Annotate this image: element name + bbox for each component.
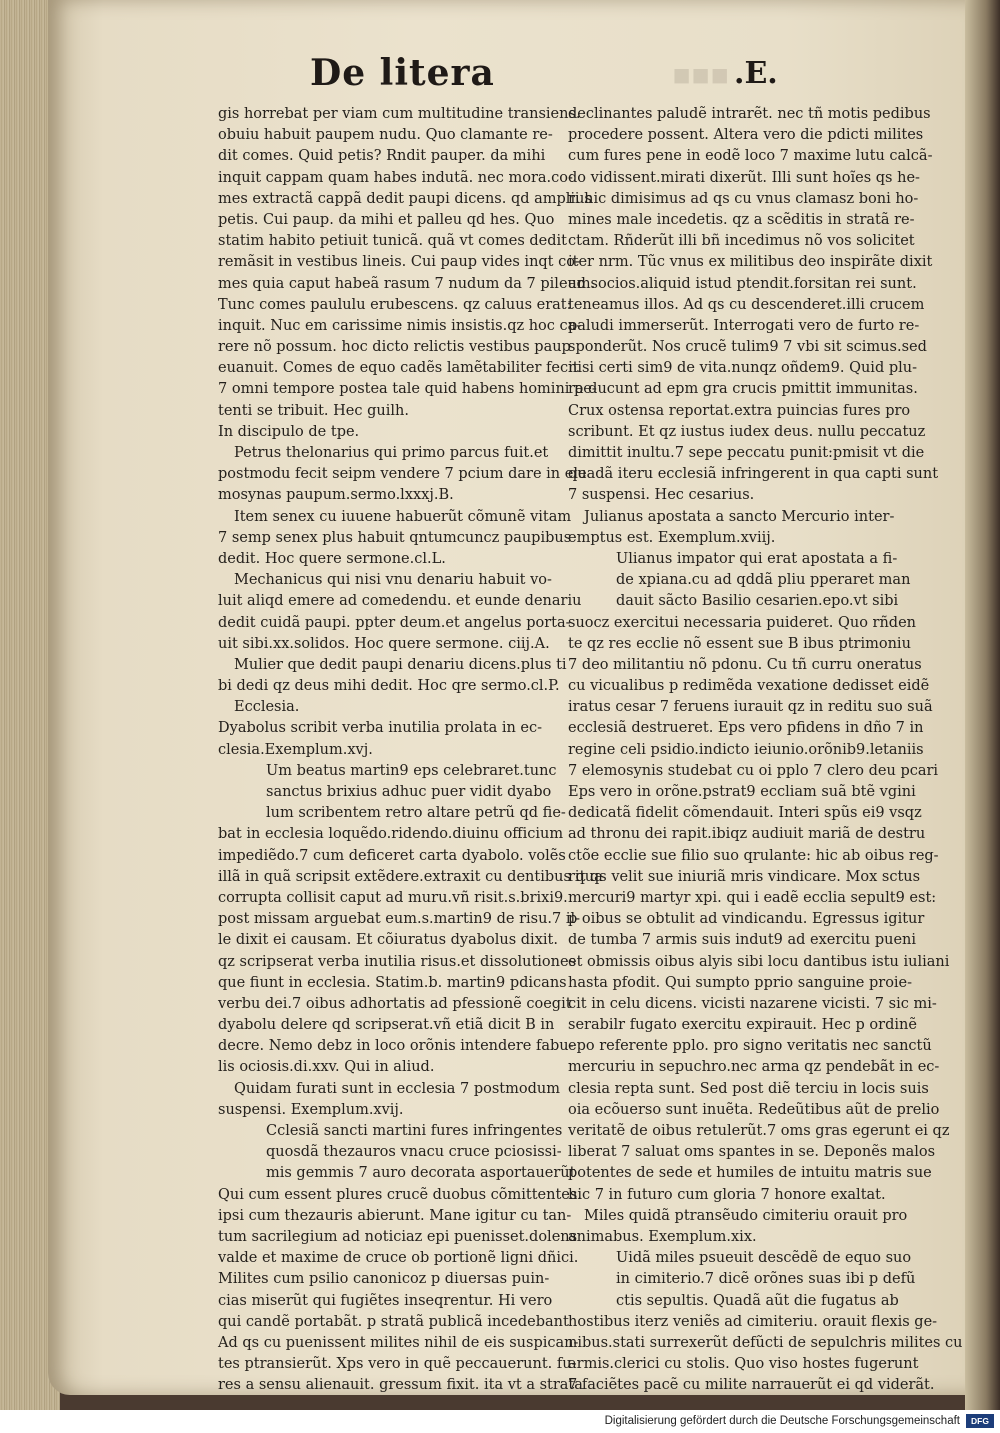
text-line: dyabolu delere qd scripserat.vñ etiã dicit B in	[218, 1017, 555, 1034]
text-line: Julianus apostata a sancto Mercurio inter-	[584, 508, 895, 525]
text-line: Uidã miles psueuit descẽdẽ de equo suo	[616, 1250, 912, 1267]
dfg-logo: DFG	[966, 1414, 994, 1428]
text-line: Item senex cu iuuene habuerũt cõmunẽ vitam	[234, 508, 572, 525]
text-line: et obmissis oibus alyis sibi locu dantibus istu iuliani	[568, 953, 950, 970]
text-line: hasta pfodit. Qui sumpto pprio sanguine proie-	[568, 974, 913, 991]
text-line: inquit. Nuc em carissime nimis insistis.qz hoc ca-	[218, 317, 582, 334]
text-line: obuiu habuit paupem nudu. Quo clamante re-	[218, 127, 553, 144]
text-line: ra ducunt ad epm gra crucis pmittit immunitas.	[568, 381, 918, 398]
text-line: petis. Cui paup. da mihi et palleu qd hes. Quo	[218, 211, 555, 228]
text-line: res a sensu alienauit. gressum fixit. ita vt a strata	[218, 1377, 583, 1394]
funding-note: Digitalisierung gefördert durch die Deutsche Forschungsgemeinschaft	[604, 1415, 960, 1427]
text-line: nisi certi sim9 de vita.nunqz oñdem9. Quid plu-	[568, 360, 917, 377]
text-line: liberat 7 saluat oms spantes in se. Deponẽs malos	[568, 1144, 936, 1161]
text-line: de tumba 7 armis suis indut9 ad exercitu pueni	[568, 932, 917, 949]
text-line: Milites cum psilio canonicoz p diuersas puin-	[218, 1271, 550, 1288]
text-line: sponderũt. Nos crucẽ tulim9 7 vbi sit scimus.sed	[568, 339, 927, 356]
text-line: paludi immerserũt. Interrogati vero de furto re-	[568, 317, 920, 334]
text-line: declinantes paludẽ intrarẽt. nec tñ motis pedibus	[568, 106, 931, 122]
text-line: Quidam furati sunt in ecclesia 7 postmodum	[234, 1080, 560, 1097]
text-line: mercuriu in sepuchro.nec arma qz pendebãt in ec-	[568, 1059, 940, 1076]
text-line: valde et maxime de cruce ob portionẽ ligni dñici.	[218, 1250, 579, 1267]
text-line: Ecclesia.	[234, 699, 300, 716]
text-line: cit in celu dicens. vicisti nazarene vicisti. 7 sic mi-	[568, 995, 937, 1012]
text-line: cum fures pene in eodẽ loco 7 maxime lutu calcã-	[568, 148, 933, 165]
text-line: serabilr fugato exercitu expirauit. Hec p ordinẽ	[568, 1017, 917, 1034]
text-line: 7 faciẽtes pacẽ cu milite narrauerũt ei qd viderãt.	[568, 1377, 935, 1394]
text-line: oia ecõuerso sunt inuẽta. Redeũtibus aũt de prelio	[568, 1101, 940, 1118]
text-line: luit aliqd emere ad comedendu. et eunde denariu	[218, 593, 582, 610]
text-line: armis.clerici cu stolis. Quo viso hostes fugerunt	[568, 1356, 919, 1373]
text-line: cu vicualibus p redimẽda vexatione dedisset eidẽ	[568, 678, 930, 695]
text-line: hostibus iterz veniẽs ad cimiteriu. orauit flexis ge-	[568, 1313, 938, 1330]
text-line: dimittit inultu.7 sepe peccatu punit:pmisit vt die	[568, 445, 925, 461]
text-line: Eps vero in orõne.pstrat9 eccliam suã btẽ vgini	[568, 784, 916, 800]
text-line: de xpiana.cu ad qddã pliu pperaret man	[616, 572, 911, 589]
text-line: mosynas paupum.sermo.lxxxj.B.	[218, 487, 454, 504]
text-line: suspensi. Exemplum.xvij.	[218, 1101, 404, 1118]
text-line: hic 7 in futuro cum gloria 7 honore exaltat.	[568, 1186, 886, 1203]
text-line: ecclesiã destrueret. Eps vero pfidens in dño 7 in	[568, 720, 924, 737]
text-line: dauit sãcto Basilio cesarien.epo.vt sibi	[616, 593, 899, 610]
text-line: ad thronu dei rapit.ibiqz audiuit mariã de destru	[568, 826, 926, 843]
text-line: Dyabolus scribit verba inutilia prolata in ec-	[218, 720, 543, 737]
text-line: Mulier que dedit paupi denariu dicens.plus ti	[234, 656, 567, 673]
text-line: verbu dei.7 oibus adhortatis ad pfessionẽ coegit	[218, 995, 572, 1012]
text-line: mes quia caput habeã rasum 7 nudum da 7 pileum.	[218, 275, 596, 292]
text-line: inquit cappam quam habes indutã. nec mora.co-	[218, 169, 573, 186]
text-line: ipsi cum thezauris abierunt. Mane igitur cu tan-	[218, 1207, 572, 1224]
text-line: euanuit. Comes de equo cadẽs lamẽtabiliter fecit	[218, 360, 579, 377]
text-line: qui candẽ portabãt. p stratã publicã incedebant	[218, 1313, 569, 1330]
text-line: nibus.stati surrexerũt defũcti de sepulchris milites cu	[568, 1334, 963, 1351]
text-line: cias miserũt qui fugiẽtes inseqrentur. Hi vero	[218, 1292, 553, 1309]
text-line: decre. Nemo debz in loco orõnis intendere fabu-	[218, 1038, 574, 1055]
footer-bar	[0, 1410, 1000, 1433]
text-line: suocz exercitui necessaria puideret. Quo rñden	[568, 614, 917, 631]
text-line: qz scripserat verba inutilia risus.et dissolutiones	[218, 953, 577, 970]
text-line: ctam. Rñderũt illi bñ incedimus nõ vos solicitet	[568, 233, 915, 250]
text-line: iter nrm. Tũc vnus ex militibus deo inspirãte dixit	[568, 254, 933, 271]
text-line: bi dedi qz deus mihi dedit. Hoc qre sermo.cl.P.	[218, 678, 560, 695]
text-line: Tunc comes paululu erubescens. qz caluus erat:	[218, 296, 572, 313]
text-line: animabus. Exemplum.xix.	[568, 1228, 757, 1245]
text-line: Petrus thelonarius qui primo parcus fuit.et	[234, 445, 549, 461]
text-line: mercuri9 martyr xpi. qui i eadẽ ecclia sepult9 est:	[568, 889, 937, 906]
text-line: Mechanicus qui nisi vnu denariu habuit vo-	[234, 572, 552, 589]
text-line: tes ptransierũt. Xps vero in quẽ peccauerunt. fu-	[218, 1356, 577, 1373]
text-line: potentes de sede et humiles de intuitu matris sue	[568, 1165, 932, 1182]
text-line: tum sacrilegium ad noticiaz epi puenisset.dolens	[218, 1228, 578, 1245]
text-line: teneamus illos. Ad qs cu descenderet.illi crucem	[568, 296, 925, 313]
text-line: remãsit in vestibus lineis. Cui paup vides inqt co-	[218, 254, 580, 271]
text-line: iratus cesar 7 feruens iurauit qz in reditu suo suã	[568, 699, 933, 716]
text-line: bat in ecclesia loquẽdo.ridendo.diuinu officium	[218, 826, 564, 843]
text-line: ad socios.aliquid istud ptendit.forsitan rei sunt.	[568, 275, 917, 292]
text-line: que fiunt in ecclesia. Statim.b. martin9 pdicans	[218, 974, 567, 991]
text-line: quadã iteru ecclesiã infringerent in qua capti sunt	[568, 466, 939, 483]
text-line: regine celi psidio.indicto ieiunio.orõnib9.letaniis	[568, 741, 924, 758]
text-line: Qui cum essent plures crucẽ duobus cõmittentes.	[218, 1186, 582, 1203]
text-line: uit sibi.xx.solidos. Hoc quere sermone. ciij.A.	[218, 635, 550, 652]
text-line: 7 suspensi. Hec cesarius.	[568, 487, 755, 504]
text-line: tenti se tribuit. Hec guilh.	[218, 402, 409, 419]
text-line: scribunt. Et qz iustus iudex deus. nullu peccatuz	[568, 423, 926, 440]
right-text-column	[568, 104, 963, 1396]
text-line: rere nõ possum. hoc dicto relictis vestibus paup	[218, 339, 571, 356]
running-header-title: De litera	[310, 52, 495, 94]
text-line: statim habito petiuit tunicã. quã vt comes dedit	[218, 233, 568, 250]
text-line: p oibus se obtulit ad vindicandu. Egressus igitur	[568, 911, 925, 928]
text-line: 7 elemosynis studebat cu oi pplo 7 clero deu pcari	[568, 762, 939, 779]
text-line: clesia repta sunt. Sed post diẽ terciu in locis suis	[568, 1080, 929, 1097]
left-text-column	[218, 104, 603, 1396]
text-line: dedit cuidã paupi. ppter deum.et angelus porta-	[218, 614, 571, 631]
text-line: 7 semp senex plus habuit qntumcuncz paupibus	[218, 529, 572, 546]
text-line: mines male incedetis. qz a scẽditis in stratã re-	[568, 211, 915, 228]
text-line: ctis sepultis. Quadã aũt die fugatus ab	[616, 1292, 899, 1309]
text-line: procedere possent. Altera vero die pdicti milites	[568, 127, 924, 144]
text-line: gis horrebat per viam cum multitudine transiens.	[218, 106, 581, 122]
text-line: te qz res ecclie nõ essent sue B ibus ptrimoniu	[568, 635, 911, 652]
text-line: dedit. Hoc quere sermone.cl.L.	[218, 550, 446, 567]
text-line: Miles quidã ptransẽudo cimiteriu orauit pro	[584, 1207, 908, 1224]
text-line: 7 deo militantiu nõ pdonu. Cu tñ curru oneratus	[568, 656, 922, 673]
text-line: in cimiterio.7 dicẽ orõnes suas ibi p defũ	[616, 1271, 916, 1288]
text-line: lum scribentem retro altare petrũ qd fie-	[266, 805, 566, 822]
text-line: mes extractã cappã dedit paupi dicens. qd amplius	[218, 190, 592, 207]
text-line: impediẽdo.7 cum deficeret carta dyabolo. volẽs	[218, 847, 566, 864]
text-line: Cclesiã sancti martini fures infringentes	[266, 1123, 563, 1139]
text-line: do vidissent.mirati dixerũt. Illi sunt hoĩes qs he-	[568, 169, 920, 186]
text-line: mis gemmis 7 auro decorata asportauerũt	[266, 1165, 576, 1182]
text-line: rit qs velit sue iniuriã mris vindicare. Mox sctus	[568, 868, 921, 885]
text-line: postmodu fecit seipm vendere 7 pcium dare in ele	[218, 466, 587, 483]
text-line: In discipulo de tpe.	[218, 423, 360, 440]
text-line: sanctus brixius adhuc puer vidit dyabo	[266, 784, 552, 800]
right-page-edge	[965, 0, 1000, 1410]
text-line: Um beatus martin9 eps celebraret.tunc	[266, 762, 557, 779]
text-line: corrupta collisit caput ad muru.vñ risit.s.brixi9.	[218, 889, 568, 906]
text-line: quosdã thezauros vnacu cruce pciosissi-	[266, 1144, 562, 1161]
text-line: dit comes. Quid petis? Rndit pauper. da mihi	[218, 148, 546, 165]
text-line: ri hic dimisimus ad qs cu vnus clamasz boni ho-	[568, 190, 919, 207]
text-line: Crux ostensa reportat.extra puincias fures pro	[568, 402, 911, 419]
text-line: lis ociosis.di.xxv. Qui in aliud.	[218, 1059, 435, 1076]
text-line: clesia.Exemplum.xvj.	[218, 741, 373, 758]
text-line: epo referente pplo. pro signo veritatis nec sanctũ	[568, 1038, 932, 1055]
show-through-text: ◾◾◾	[672, 60, 730, 90]
text-line: post missam arguebat eum.s.martin9 de risu.7 il-	[218, 911, 581, 928]
text-line: 7 omni tempore postea tale quid habens homini pe-	[218, 381, 597, 398]
text-line: Ulianus impator qui erat apostata a fi-	[616, 550, 898, 567]
text-line: illã in quã scripsit extẽdere.extraxit cu dentibus qua	[218, 868, 603, 885]
running-header-letter: .E.	[734, 56, 778, 91]
text-line: Ad qs cu puenissent milites nihil de eis suspican-	[218, 1334, 579, 1351]
text-line: dedicatã fidelit cõmendauit. Interi spũs ei9 vsqz	[568, 805, 922, 822]
text-line: ctõe ecclie sue filio suo qrulante: hic ab oibus reg-	[568, 847, 939, 864]
text-line: emptus est. Exemplum.xviij.	[568, 529, 776, 546]
text-line: veritatẽ de oibus retulerũt.7 oms gras egerunt ei qz	[568, 1123, 950, 1139]
text-line: le dixit ei causam. Et cõiuratus dyabolus dixit.	[218, 932, 558, 949]
